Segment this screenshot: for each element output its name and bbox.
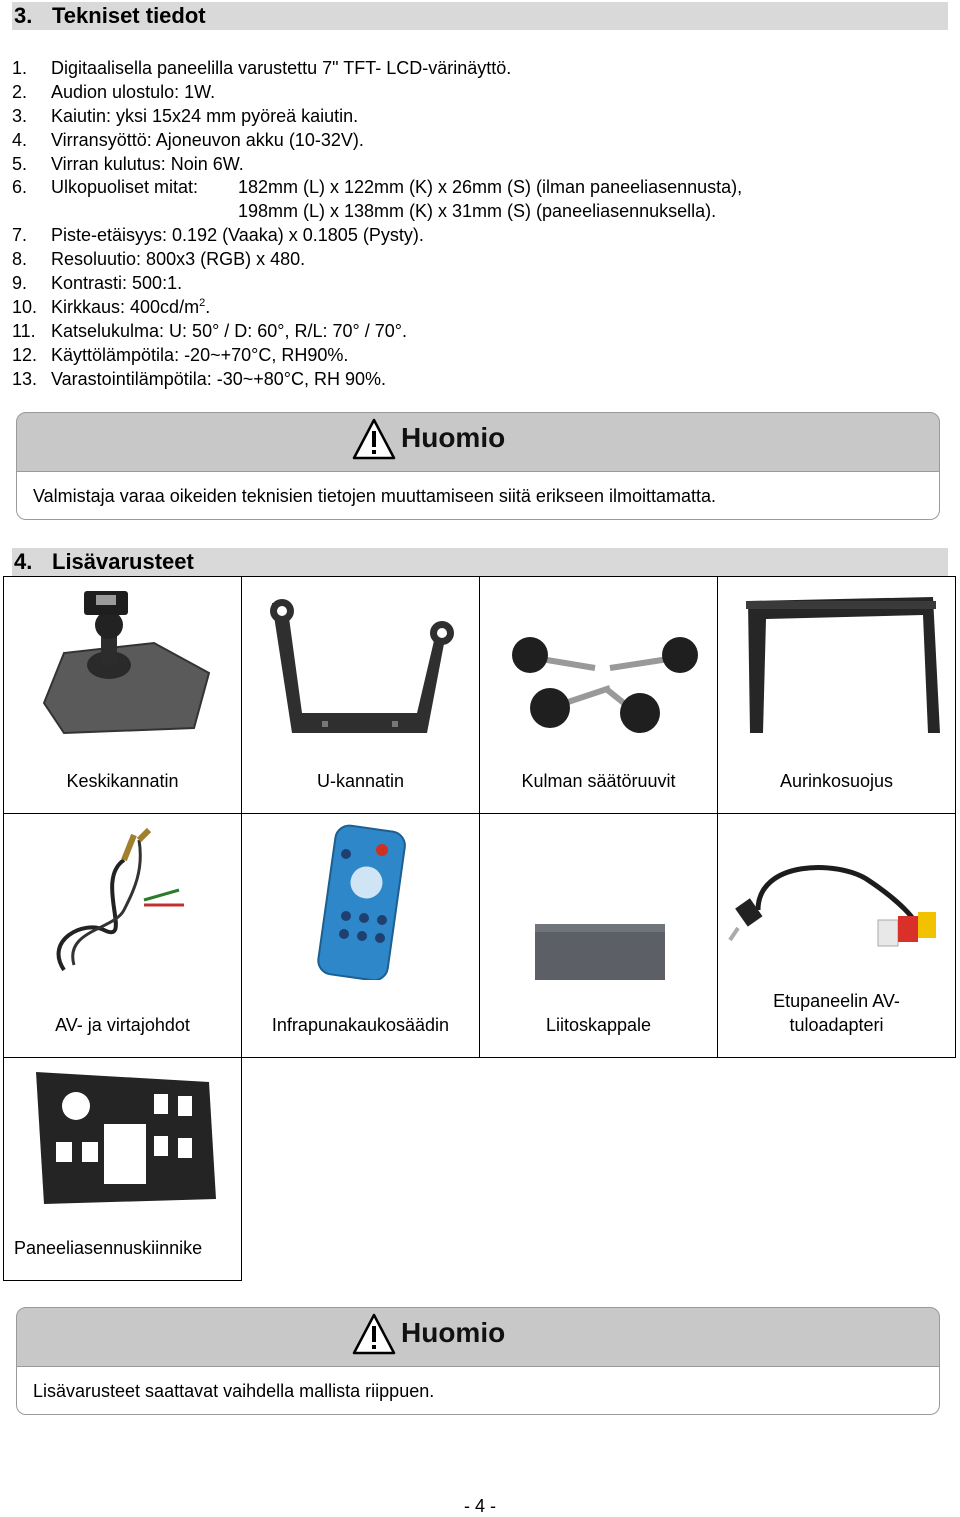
accessory-label: Etupaneelin AV- tuloadapteri [773,991,900,1035]
accessories-table [3,576,956,1281]
av-adapter-icon [718,820,955,980]
accessory-label: Aurinkosuojus [779,771,894,791]
center-mount-icon [4,583,241,743]
section-4-heading [12,548,948,576]
angle-screws-icon [480,583,717,743]
accessory-cell [4,1058,242,1281]
panel-mount-bracket-icon [4,1064,241,1224]
warning-icon [352,418,396,460]
warning-icon [352,1313,396,1355]
accessory-cell [718,577,956,814]
accessory-label: Liitoskappale [545,1015,652,1035]
section-title: Lisävarusteet [52,549,194,574]
accessory-cell [480,577,718,814]
accessory-label: Kulman säätöruuvit [521,771,676,791]
remote-control-icon [242,820,479,980]
note-title: Huomio [401,1317,506,1348]
section-title: Tekniset tiedot [52,3,206,28]
accessory-label: Infrapunakaukosäädin [271,1015,450,1035]
page-number: - 4 - [463,1496,496,1516]
accessory-cell [4,814,242,1058]
accessory-label: Paneeliasennuskiinnike [14,1238,203,1258]
av-cable-icon [4,820,241,980]
sunshade-icon [718,583,955,743]
accessory-cell [242,814,480,1058]
u-bracket-icon [242,583,479,743]
accessory-cell [480,814,718,1058]
accessory-label: U-kannatin [316,771,405,791]
accessory-cell [4,577,242,814]
accessory-label: Keskikannatin [66,771,179,791]
note-text: Lisävarusteet saattavat vaihdella mallista riippuen. [16,1367,940,1415]
note-box [16,1307,940,1415]
accessory-label: AV- ja virtajohdot [55,1015,190,1035]
section-number: 4. [14,549,33,574]
note-text: Valmistaja varaa oikeiden teknisien tietojen muuttamiseen siitä erikseen ilmoittamatta. [16,472,940,520]
connector-plate-icon [480,820,717,980]
section-number: 3. [14,3,33,28]
accessory-cell [718,814,956,1058]
section-3-heading [12,2,948,30]
accessory-cell [242,577,480,814]
note-title: Huomio [401,422,506,453]
note-box [16,412,940,520]
